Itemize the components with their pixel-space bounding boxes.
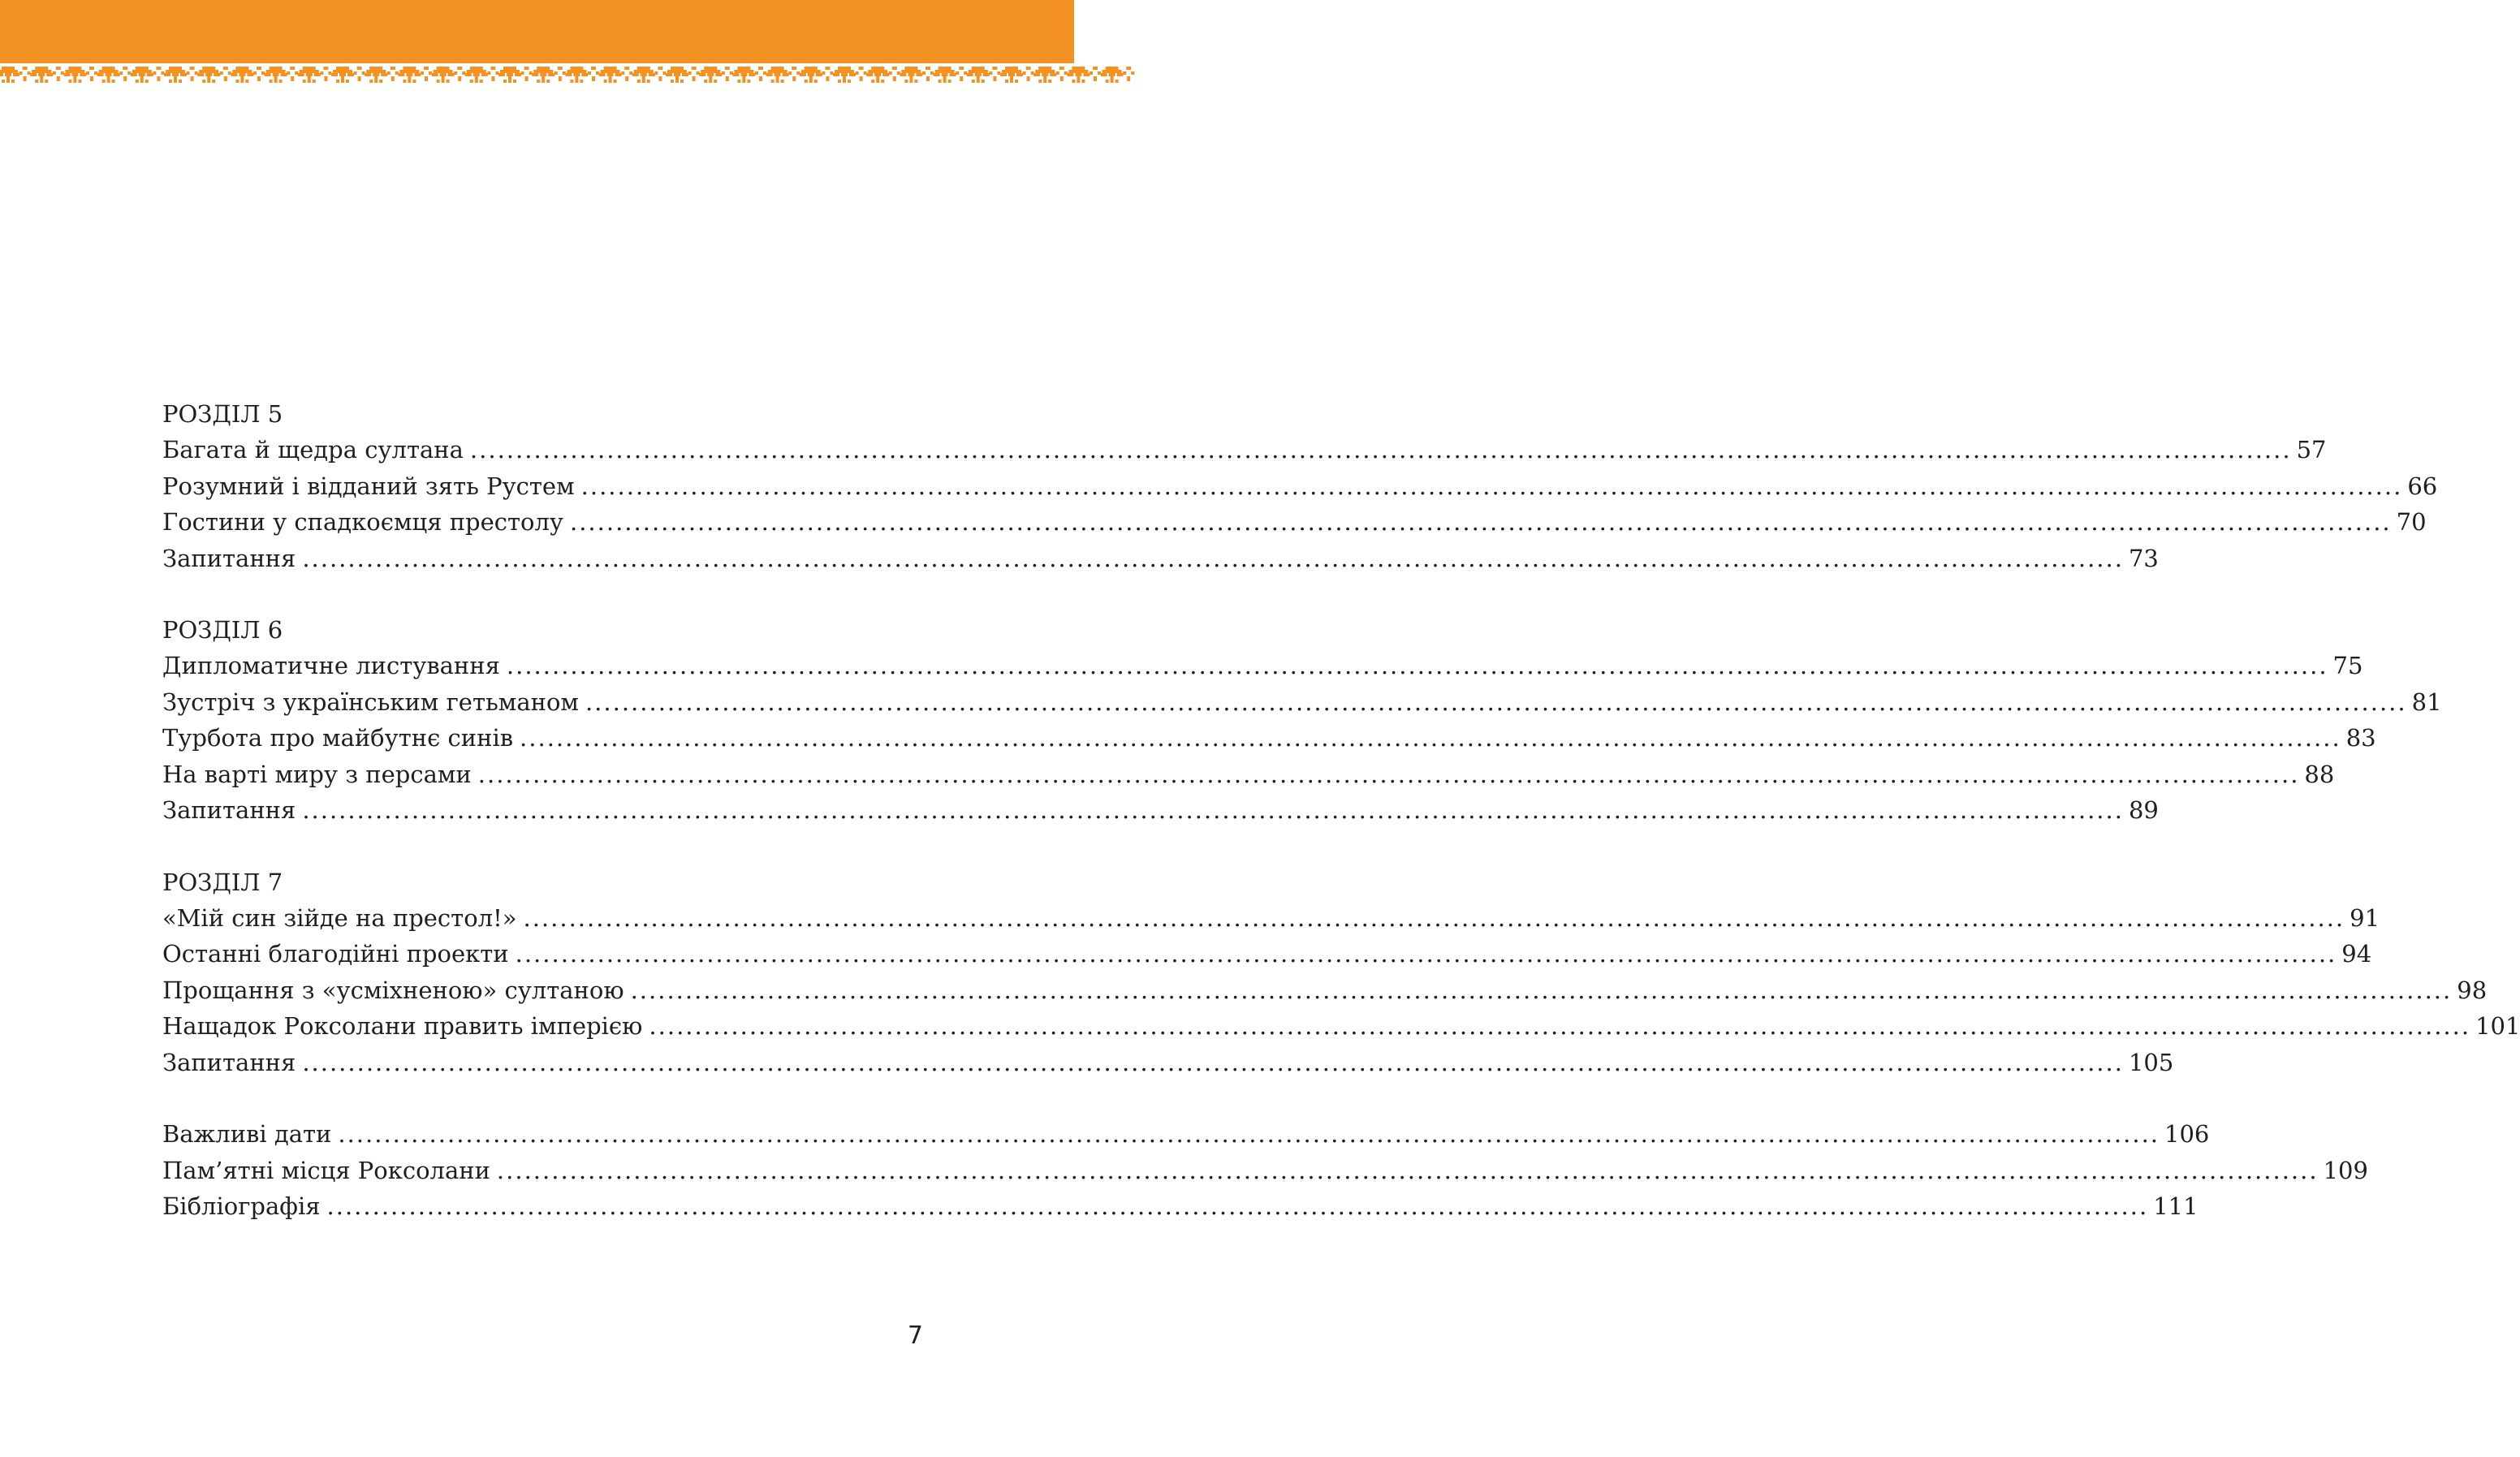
dot-leader: ........................................................................................................................................................................................................	[630, 976, 2453, 1004]
entry-label: Дипломатичне листування	[162, 652, 500, 679]
dot-leader: ........................................................................................................................................................................................................	[496, 1156, 2319, 1184]
dot-leader: ........................................................................................................................................................................................................	[515, 940, 2337, 968]
entry-label: Запитання	[162, 1048, 296, 1076]
toc-entry[interactable]	[162, 972, 2488, 1009]
toc-appendix	[162, 1116, 2368, 1225]
table-of-contents	[162, 396, 2520, 1225]
section-title: РОЗДІЛ 5	[162, 400, 283, 428]
dot-leader: ........................................................................................................................................................................................................	[302, 544, 2124, 572]
toc-entry[interactable]	[162, 504, 2427, 541]
entry-label: Пам’ятні місця Роксолани	[162, 1156, 490, 1184]
dot-leader: ........................................................................................................................................................................................................	[338, 1120, 2160, 1148]
toc-section-6	[162, 612, 2442, 829]
toc-entry[interactable]	[162, 1116, 2210, 1153]
toc-entry[interactable]	[162, 1153, 2368, 1189]
entry-page: 91	[2350, 903, 2380, 932]
entry-page: 105	[2128, 1048, 2174, 1076]
entry-label: Зустріч з українським гетьманом	[162, 688, 579, 716]
entry-page: 83	[2345, 724, 2376, 752]
dot-leader: ........................................................................................................................................................................................................	[302, 1048, 2124, 1076]
entry-label: Бібліографія	[162, 1192, 321, 1220]
dot-leader: ........................................................................................................................................................................................................	[649, 1012, 2471, 1040]
toc-entry[interactable]	[162, 541, 2159, 577]
entry-page: 109	[2323, 1156, 2368, 1184]
toc-entry[interactable]	[162, 757, 2335, 793]
toc-entry[interactable]	[162, 1188, 2199, 1225]
dot-leader: ........................................................................................................................................................................................................	[585, 688, 2407, 716]
toc-entry[interactable]	[162, 720, 2376, 757]
toc-entry[interactable]	[162, 684, 2442, 721]
entry-page: 88	[2304, 760, 2335, 788]
entry-page: 98	[2457, 976, 2488, 1004]
entry-label: Важливі дати	[162, 1120, 332, 1148]
entry-label: Запитання	[162, 796, 296, 824]
toc-section-5	[162, 396, 2438, 576]
entry-page: 57	[2296, 436, 2327, 463]
entry-page: 66	[2407, 472, 2438, 500]
section-spacer	[162, 576, 922, 612]
toc-entry[interactable]	[162, 936, 2372, 972]
page-number: 7	[907, 1321, 923, 1350]
toc-entry[interactable]	[162, 792, 2159, 829]
entry-page: 70	[2396, 508, 2427, 536]
entry-page: 111	[2153, 1192, 2199, 1220]
entry-label: Нащадок Роксолани править імперією	[162, 1012, 643, 1040]
toc-entry[interactable]	[162, 468, 2438, 505]
entry-label: Прощання з «усміхненою» султаною	[162, 976, 624, 1004]
section-title: РОЗДІЛ 6	[162, 616, 283, 644]
entry-page: 75	[2332, 652, 2363, 679]
section-spacer	[162, 829, 922, 864]
entry-page: 106	[2164, 1120, 2210, 1148]
embroidery-border	[0, 65, 1074, 96]
toc-entry[interactable]	[162, 1045, 2174, 1081]
entry-page: 94	[2341, 940, 2372, 968]
toc-section-7	[162, 864, 2520, 1081]
entry-page: 89	[2128, 796, 2159, 824]
entry-label: Турбота про майбутнє синів	[162, 724, 514, 752]
dot-leader: ........................................................................................................................................................................................................	[523, 903, 2345, 932]
dot-leader: ........................................................................................................................................................................................................	[580, 472, 2403, 500]
section-title: РОЗДІЛ 7	[162, 868, 283, 896]
entry-page: 73	[2128, 544, 2159, 572]
header-band	[0, 0, 1074, 63]
entry-label: Гостини у спадкоємця престолу	[162, 508, 563, 536]
dot-leader: ........................................................................................................................................................................................................	[302, 796, 2124, 824]
entry-page: 81	[2411, 688, 2442, 716]
dot-leader: ........................................................................................................................................................................................................	[477, 760, 2300, 788]
dot-leader: ........................................................................................................................................................................................................	[569, 508, 2392, 536]
entry-label: На варті миру з персами	[162, 760, 472, 788]
entry-page: 101	[2475, 1012, 2520, 1040]
entry-label: Останні благодійні проекти	[162, 940, 509, 968]
section-spacer	[162, 1080, 922, 1116]
dot-leader: ........................................................................................................................................................................................................	[506, 652, 2328, 679]
entry-label: Розумний і відданий зять Рустем	[162, 472, 575, 500]
entry-label: Запитання	[162, 544, 296, 572]
dot-leader: ........................................................................................................................................................................................................	[469, 436, 2292, 463]
toc-entry[interactable]	[162, 1008, 2520, 1045]
dot-leader: ........................................................................................................................................................................................................	[520, 724, 2341, 752]
toc-entry[interactable]	[162, 432, 2327, 468]
toc-entry[interactable]	[162, 648, 2363, 684]
entry-label: Багата й щедра султана	[162, 436, 464, 463]
dot-leader: ........................................................................................................................................................................................................	[326, 1192, 2149, 1220]
toc-entry[interactable]	[162, 900, 2380, 937]
entry-label: «Мій син зійде на престол!»	[162, 903, 517, 932]
